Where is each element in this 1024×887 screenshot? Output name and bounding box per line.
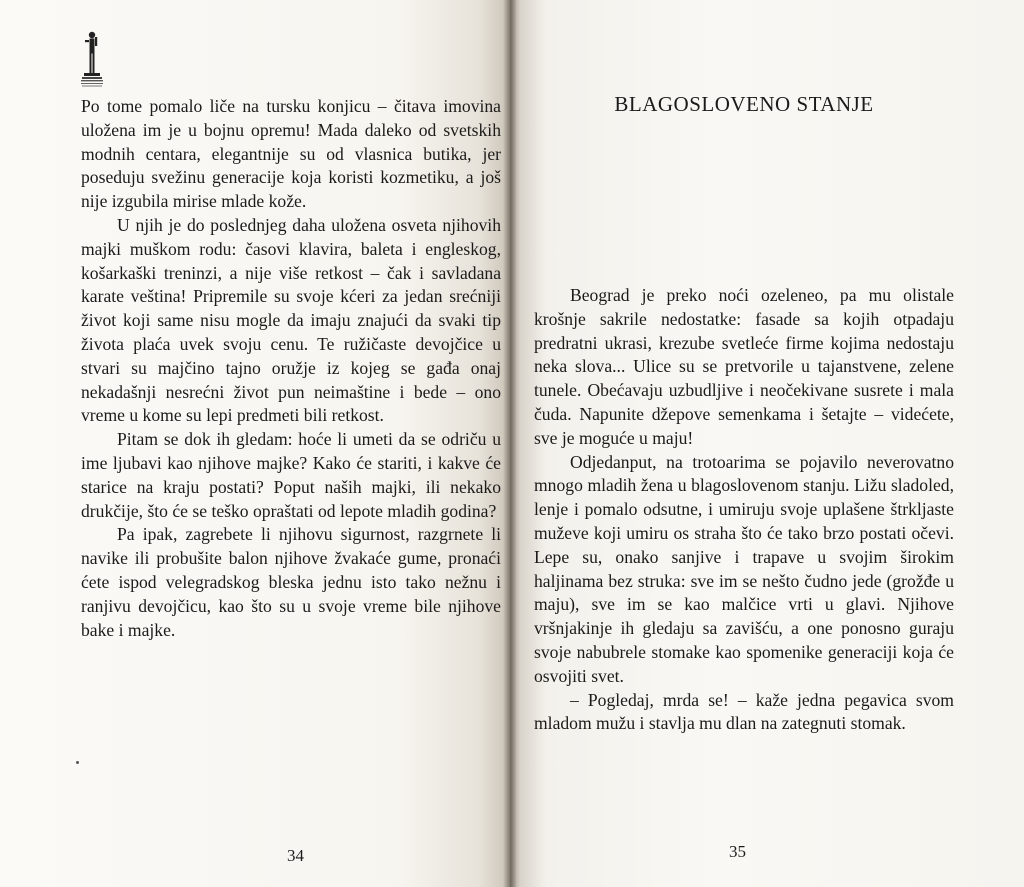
- paragraph: Beograd je preko noći ozeleneo, pa mu olistale krošnje sakrile nedostatke: fasade sa kojih otpadaju predratni ukrasi, krezube svetleće firme kojima nedostaju neka slova... Ulice su se pretvorile u tajanstvene, zelene tunele. Obećavaju uzbudljive i neočekivane susrete i mala čuda. Napunite džepove semenkama i šetajte – videćete, sve je moguće u maju!: [534, 285, 954, 448]
- ink-speck: [76, 761, 79, 764]
- left-page: [0, 0, 510, 887]
- standing-figure-icon: [80, 30, 104, 88]
- paragraph: Odjedanput, na trotoarima se pojavilo neverovatno mnogo mladih žena u blagoslovenom stanju. Ližu sladoled, lenje i pomalo odsutne, i umiruju svoje uplašene štrkljaste muževe koji umiru os straha što će tako brzo postati očevi. Lepe su, onako sanjive i trapave u svojim širokim haljinama bez struka: sve im se nešto čudno jede (grožđe u maju), sve im se kao malčice vrti u glavi. Njihove vršnjakinje ih gledaju sa zavišću, a one ponosno guraju svoje nabubrele stomake kao spomenike generaciji koja će osvojiti svet.: [534, 451, 954, 686]
- paragraph: Pitam se dok ih gledam: hoće li umeti da se odriču u ime ljubavi kao njihove majke? Kako će stariti, i kakve će starice na kraju postati? Poput naših majki, ili nekako drukčije, što će se teško opraštati od lepote mladih godina?: [81, 429, 501, 521]
- page-number-left: 34: [287, 846, 304, 865]
- paragraph: Pa ipak, zagrebete li njihovu sigurnost, razgrnete li navike ili probušite balon njihove žvakaće gume, pronaći ćete ispod velegradskog bleska jednu isto tako nežnu i ranjivu devojčicu, kao što su u svoje vreme bile njihove bake i majke.: [81, 524, 501, 640]
- paragraph: U njih je do poslednjeg daha uložena osveta njihovih majki muškom rodu: časovi klavira, baleta i engleskog, košarkaški treninzi, a nije više retkost – čak i savladana karate veština! Pripremile su svoje kćeri za jedan srećniji život koji same nisu mogle da imaju znajući da svaki tip života plaća uvek svoju cenu. Te ružičaste devojčice u stvari su majčino tajno oružje iz kojeg se gađa onaj nekadašnji nesrećni život pun neimaštine i bede – ono vreme u kome su lepi predmeti bili retkost.: [81, 214, 501, 426]
- paragraph: Po tome pomalo liče na tursku konjicu – čitava imovina uložena im je u bojnu opremu! Mada daleko od svetskih modnih centara, elegantnije su od vlasnica butika, jer poseduju svežinu generacije koja koristi kozmetiku, a još nije izgubila mirise mlade kože.: [81, 96, 501, 212]
- left-page-body: [81, 95, 501, 642]
- right-page-body: [534, 284, 954, 736]
- book-gutter: [503, 0, 517, 887]
- paragraph: – Pogledaj, mrda se! – kaže jedna pegavica svom mladom mužu i stavlja mu dlan na zategnuti stomak.: [534, 689, 954, 734]
- chapter-title: BLAGOSLOVENO STANJE: [614, 92, 874, 116]
- page-number-right: 35: [729, 842, 746, 861]
- right-page: [510, 0, 1024, 887]
